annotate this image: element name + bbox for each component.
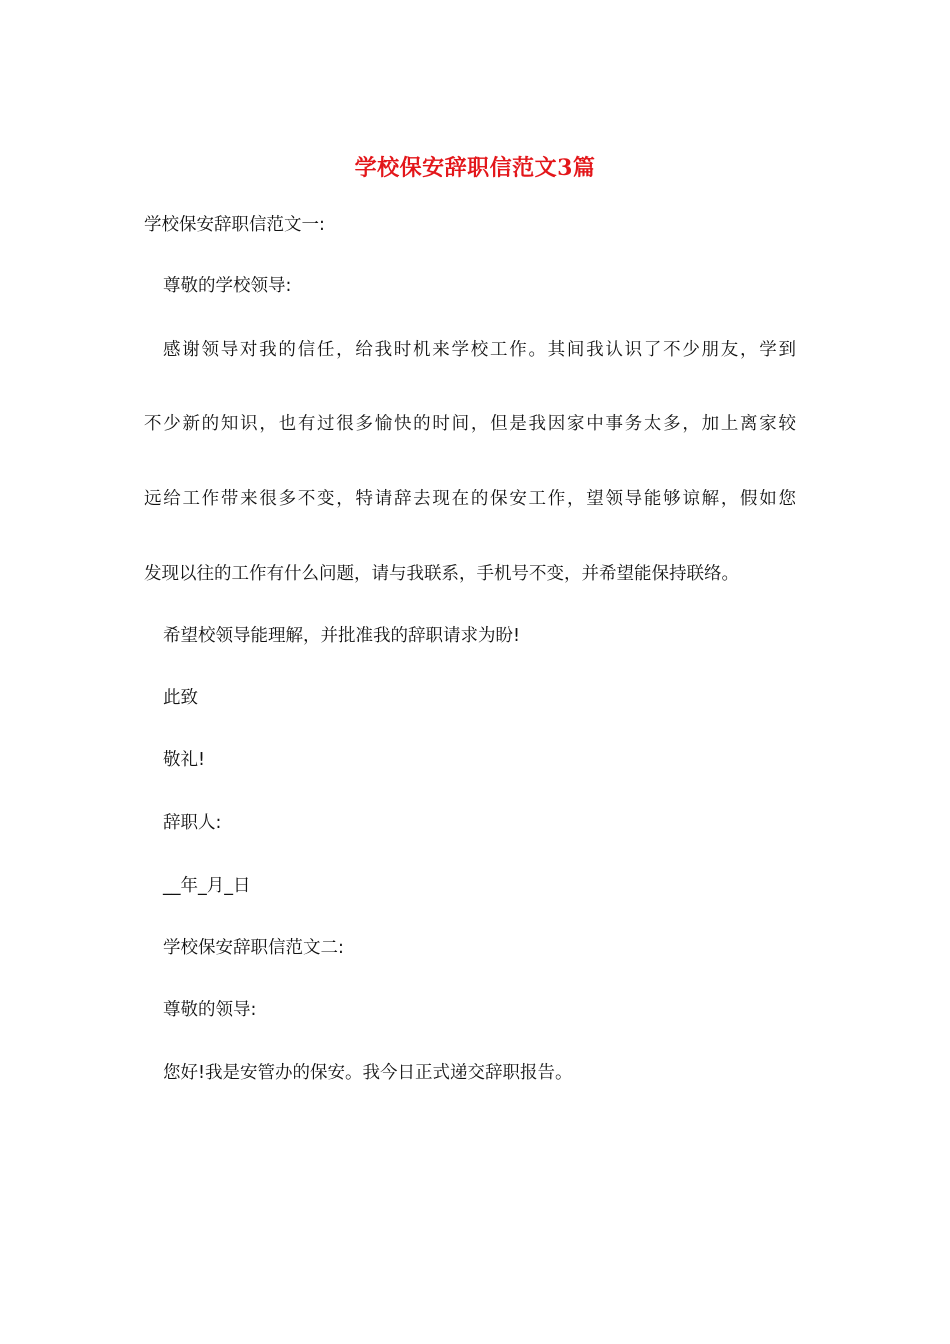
- paragraph-line: 不少新的知识，也有过很多愉快的时间，但是我因家中事务太多，加上离家较: [144, 414, 796, 434]
- paragraph-line: 希望校领导能理解，并批准我的辞职请求为盼!: [163, 626, 521, 646]
- paragraph-line: 您好!我是安管办的保安。我今日正式递交辞职报告。: [163, 1063, 573, 1083]
- closing-line: 敬礼!: [163, 750, 206, 770]
- paragraph-line: 发现以往的工作有什么问题，请与我联系，手机号不变，并希望能保持联络。: [144, 564, 739, 584]
- salutation-two: 尊敬的领导:: [163, 1000, 257, 1020]
- section-heading-one: 学校保安辞职信范文一:: [144, 215, 325, 235]
- paragraph-line: 感谢领导对我的信任，给我时机来学校工作。其间我认识了不少朋友，学到: [163, 340, 796, 360]
- paragraph-line: 远给工作带来很多不变，特请辞去现在的保安工作，望领导能够谅解，假如您: [144, 489, 796, 509]
- section-heading-two: 学校保安辞职信范文二:: [163, 938, 344, 958]
- document-title: 学校保安辞职信范文3篇: [354, 155, 596, 181]
- salutation-one: 尊敬的学校领导:: [163, 276, 292, 296]
- signature-line: 辞职人:: [163, 813, 222, 833]
- closing-line: 此致: [163, 688, 198, 708]
- date-line: __年_月_日: [163, 876, 251, 896]
